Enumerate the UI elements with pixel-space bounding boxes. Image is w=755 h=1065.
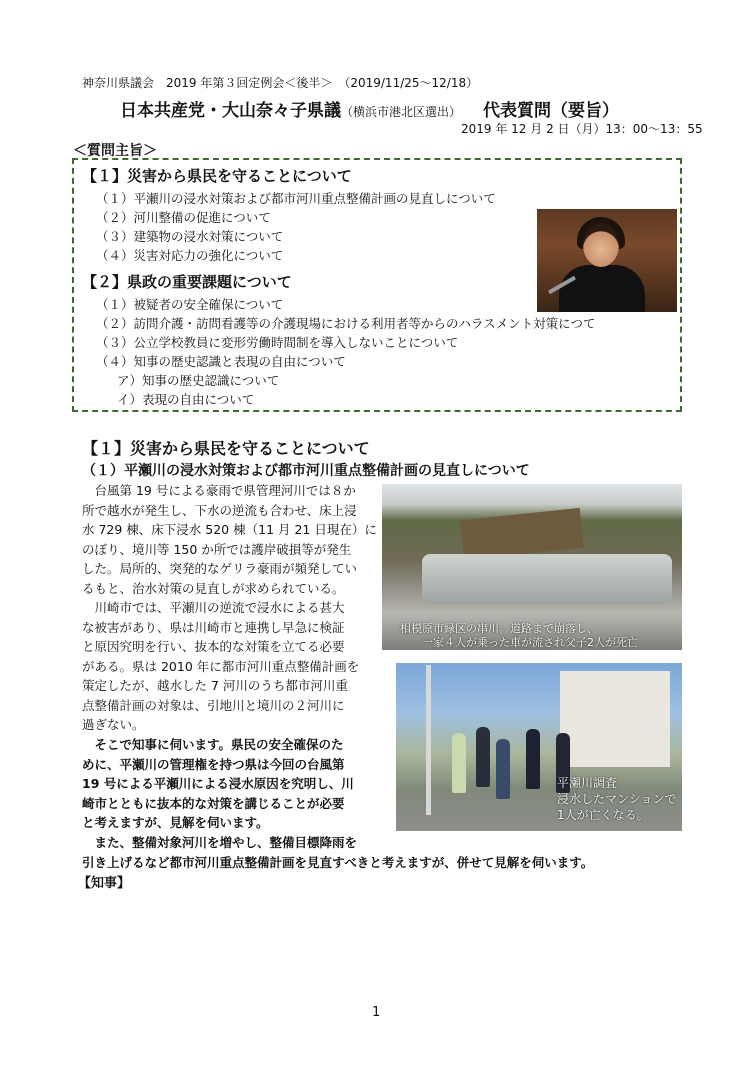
summary-item: （３）建築物の浸水対策について (96, 229, 284, 244)
speaker-photo (537, 209, 677, 312)
summary-section-heading: 【１】災害から県民を守ることについて (82, 167, 352, 185)
page-title (120, 96, 619, 121)
summary-section-heading: 【２】県政の重要課題について (82, 273, 292, 291)
summary-item: （１）平瀬川の浸水対策および都市河川重点整備計画の見直しについて (96, 191, 496, 206)
page-number: 1 (372, 1005, 381, 1020)
photo1-caption-line2: 一家４人が乗った車が流され父子2人が死亡 (422, 636, 638, 649)
photo1-caption-line1: 相模原市緑区の串川。道路まで崩落し、 (400, 622, 598, 635)
summary-item: （２）訪問介護・訪問看護等の介護現場における利用者等からのハラスメント対策につて (96, 316, 596, 331)
question-paragraph: そこで知事に伺います。県民の安全確保のた めに、平瀬川の管理権を持つ県は今回の台風第 19 号による平瀬川による浸水原因を究明し、川 崎市とともに抜本的な対策を講じることが必要 と考えますが、見解を伺います。 (82, 737, 354, 830)
title-district: （横浜市港北区選出） (341, 105, 462, 119)
section-heading: 【１】災害から県民を守ることについて (82, 439, 370, 458)
photo2-caption: 平瀬川調査 浸水したマンションで 1人が亡くなる。 (557, 776, 677, 822)
answer-label: 【知事】 (78, 876, 131, 891)
summary-item: （４）知事の歴史認識と表現の自由について (96, 354, 346, 369)
title-main: 日本共産党・大山奈々子県議 (120, 101, 341, 121)
summary-label: ＜質問主旨＞ (73, 143, 157, 159)
summary-item: （２）河川整備の促進について (96, 210, 271, 225)
summary-item: （３）公立学校教員に変形労働時間制を導入しないことについて (96, 335, 459, 350)
summary-subitem: ア）知事の歴史認識について (117, 373, 280, 388)
body-paragraph-1: 台風第 19 号による豪雨で県管理河川では８か 所で越水が発生し、下水の逆流も合わせ、床上浸 水 729 棟、床下浸水 520 棟（11 月 21 日現在）に のぼり、境川等 150 か所では護岸破損等が発生 した。局所的、突発的なゲリラ豪雨が頻発してい るもと、治水対策の見直しが求められている。 川崎市では、平瀬川の逆流で浸水による甚大 な被害があり、県は川崎市と連携し早急に検証 と原因究明を行い、抜本的な対策を立てる必要 がある。県は 2010 年に都市河川重点整備計画を 策定したが、越水した 7 河川のうち都市河川重 点整備計画の対象は、引地川と境川の２河川に 過ぎない。 (82, 483, 377, 732)
title-type: 代表質問（要旨） (483, 101, 620, 121)
section-subheading: （１）平瀬川の浸水対策および都市河川重点整備計画の見直しについて (82, 463, 530, 479)
session-info: 神奈川県議会 2019 年第３回定例会＜後半＞ （2019/11/25〜12/18） (82, 76, 479, 90)
datetime: 2019 年 12 月 2 日（月）13：00〜13：55 (461, 122, 703, 136)
summary-item: （４）災害対応力の強化について (96, 248, 284, 263)
summary-subitem: イ）表現の自由について (117, 392, 255, 407)
question-wide: また、整備対象河川を増やし、整備目標降雨を 引き上げるなど都市河川重点整備計画を見直すべきと考えますが、併せて見解を伺います。 (82, 835, 594, 870)
summary-item: （１）被疑者の安全確保について (96, 297, 284, 312)
